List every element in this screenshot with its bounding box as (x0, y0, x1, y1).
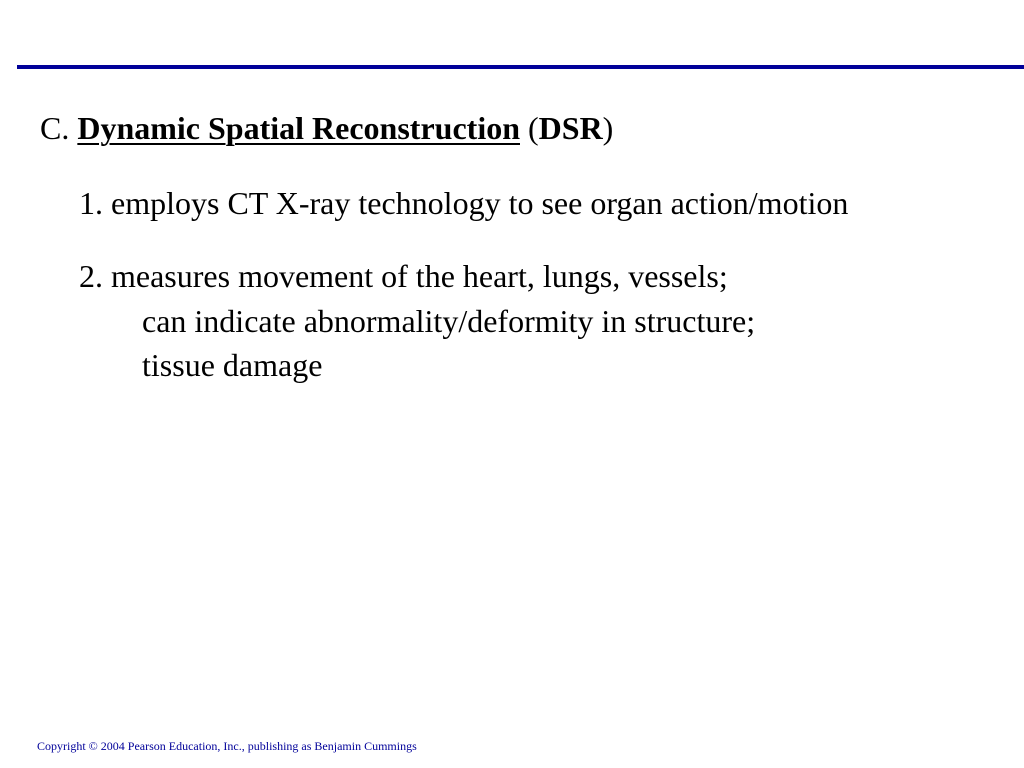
slide-heading (40, 108, 613, 148)
bullet-point-2: 2. measures movement of the heart, lungs, vessels; (79, 258, 728, 294)
bullet-point-1: 1. employs CT X-ray technology to see organ action/motion (79, 185, 849, 221)
bullet-point-2-continuation-2: tissue damage (142, 347, 323, 383)
copyright-footer: Copyright © 2004 Pearson Education, Inc., publishing as Benjamin Cummings (37, 739, 417, 753)
bullet-point-2-continuation-1: can indicate abnormality/deformity in structure; (142, 303, 756, 339)
title-divider-rule (17, 65, 1024, 69)
heading-abbreviation: DSR (538, 110, 603, 146)
heading-open-paren: ( (520, 110, 539, 146)
heading-close-paren: ) (602, 110, 614, 146)
heading-term: Dynamic Spatial Reconstruction (77, 110, 520, 146)
heading-prefix: C. (40, 110, 78, 146)
